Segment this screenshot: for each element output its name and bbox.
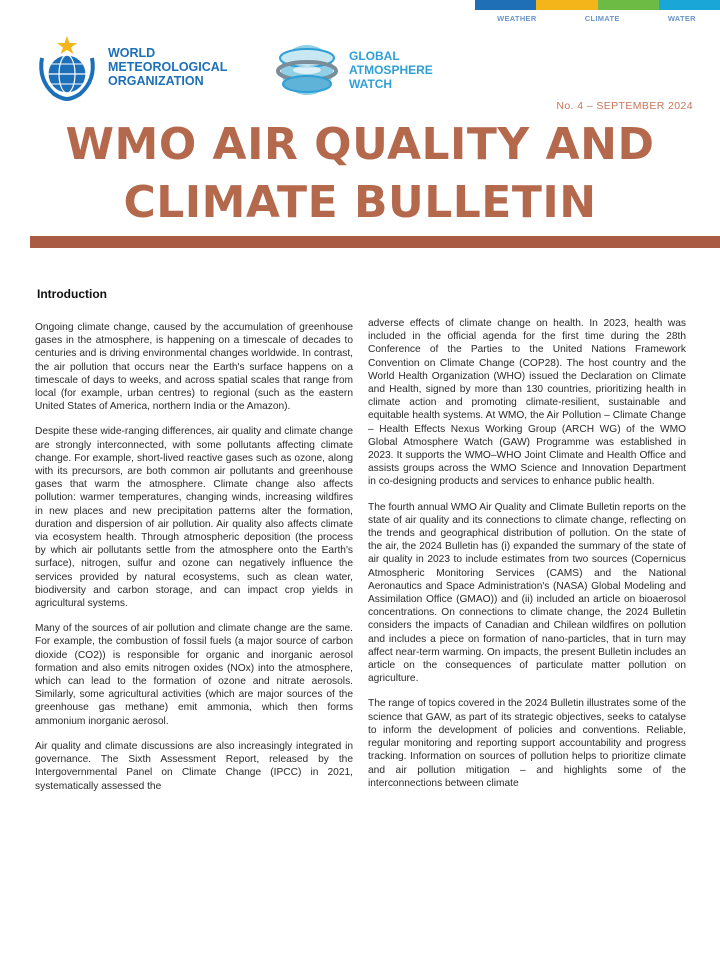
theme-tags <box>473 14 720 23</box>
paragraph: Despite these wide-ranging differences, air quality and climate change are strongly interconnected, with some pollutants affecting climate change. For example, short-lived reactive gases such as ozone, along with its precursors, are both common air pollutants and greenhouse gases that warm the atmosphere. Climate change also affects pollution: warmer temperatures, changing winds, increasing wildfires in new places and new precipitation patterns alter the formation, duration and dispersion of air pollution. Air quality also affects climate via ecosystem health. Through atmospheric deposition (the process by which air pollutants settle from the atmosphere onto the Earth's surface), nitrogen, sulfur and ozone can negatively influence the services provided by natural ecosystems, such as clean water, biodiversity and carbon storage, and can impact crop yields in agricultural systems. <box>35 426 353 610</box>
right-column <box>368 317 686 802</box>
left-column <box>35 321 353 805</box>
title-line-2: CLIMATE BULLETIN <box>123 177 597 228</box>
color-segment-blue <box>475 0 536 10</box>
gaw-line-1: GLOBAL <box>349 49 400 63</box>
issue-number: No. 4 – SEPTEMBER 2024 <box>556 100 693 112</box>
gaw-line-3: WATCH <box>349 77 393 91</box>
wmo-line-3: ORGANIZATION <box>108 74 204 88</box>
color-segment-green <box>598 0 659 10</box>
paragraph: Many of the sources of air pollution and climate change are the same. For example, the combustion of fossil fuels (a major source of carbon dioxide (CO2)) is responsible for organic and inorganic aerosol formation and also emits nitrogen oxides (NOx) into the atmosphere, which can lead to the formation of ozone and nitrate aerosols. Similarly, some agricultural activities (which are major sources of the greenhouse gas methane) emit ammonia, which then forms ammonium inorganic aerosol. <box>35 623 353 727</box>
color-segment-yellow <box>536 0 597 10</box>
bulletin-title <box>0 116 720 232</box>
tag-climate: CLIMATE <box>584 14 620 23</box>
wmo-line-2: METEOROLOGICAL <box>108 60 228 74</box>
paragraph: Ongoing climate change, caused by the accumulation of greenhouse gases in the atmosphere, is happening on a timescale of decades to centuries and is driving environmental changes worldwide. In contrast, the air pollution that occurs near the Earth's surface happens on a timescale of days to weeks, and across spatial scales that range from local (for example, urban centres) to regional (such as the eastern United States of America, northern India or the Amazon). <box>35 322 353 413</box>
wmo-emblem-icon <box>32 32 102 102</box>
gaw-logo <box>275 40 433 100</box>
section-heading: Introduction <box>37 287 107 301</box>
paragraph: The range of topics covered in the 2024 Bulletin illustrates some of the science that GAW, as part of its strategic objectives, seeks to catalyse to inform the development of policies and conventions. Reliable, regular monitoring and reporting support accountability and progress tracking. Information on sources of pollution helps to prioritize climate and air pollution mitigation – and highlights some of the interconnections between climate <box>368 698 686 789</box>
paragraph: Air quality and climate discussions are also increasingly integrated in governance. The Sixth Assessment Report, released by the Intergovernmental Panel on Climate Change (IPCC) in 2021, systematically assessed the <box>35 740 353 792</box>
tag-water: WATER <box>667 14 696 23</box>
gaw-wordmark <box>349 49 433 91</box>
paragraph: The fourth annual WMO Air Quality and Climate Bulletin reports on the state of air quality and its connections to climate change, reflecting on the trends and geographical distribution of pollution. On the state of the air, the 2024 Bulletin has (i) expanded the summary of the state of air quality in 2023 to include estimates from two sources (Copernicus Atmospheric Monitoring Services (CAMS) and the National Aeronautics and Space Administration's (NASA) Global Modeling and Assimilation Office (GMAO)) and (ii) included an article on bioaerosol concentrations. On connections to climate change, the 2024 Bulletin considers the impacts of Canadian and Chilean wildfires on pollution and includes a piece on formation of nano-particles, that in turn may affect near-term warming. On impacts, the present Bulletin includes an article on the consequences of particulate matter pollution on agriculture. <box>368 501 686 685</box>
brand-color-bar <box>475 0 720 10</box>
gaw-globe-icon <box>275 40 339 100</box>
title-divider <box>30 236 720 248</box>
tag-weather: WEATHER <box>497 14 537 23</box>
color-segment-cyan <box>659 0 720 10</box>
wmo-logo <box>32 32 227 102</box>
gaw-line-2: ATMOSPHERE <box>349 63 433 77</box>
title-line-1: WMO AIR QUALITY AND <box>65 119 655 170</box>
paragraph: adverse effects of climate change on health. In 2023, health was included in the official agenda for the first time during the 28th Conference of the Parties to the United Nations Framework Convention on Climate Change (COP28). The host country and the World Health Organization (WHO) issued the Declaration on Climate and Health, signed by more than 130 countries, prioritizing health in climate action and promoting climate-resilient, sustainable and equitable health systems. At WMO, the Air Pollution – Climate Change – Health Effects Nexus Working Group (ARCH WG) of the WMO Global Atmosphere Watch (GAW) Programme was established in 2023. It supports the WMO–WHO Joint Climate and Health Office and assists groups across the WMO Science and Innovation Department in co-designing products and services to enhance public health. <box>368 318 686 488</box>
wmo-line-1: WORLD <box>108 46 156 60</box>
wmo-wordmark <box>108 46 227 88</box>
